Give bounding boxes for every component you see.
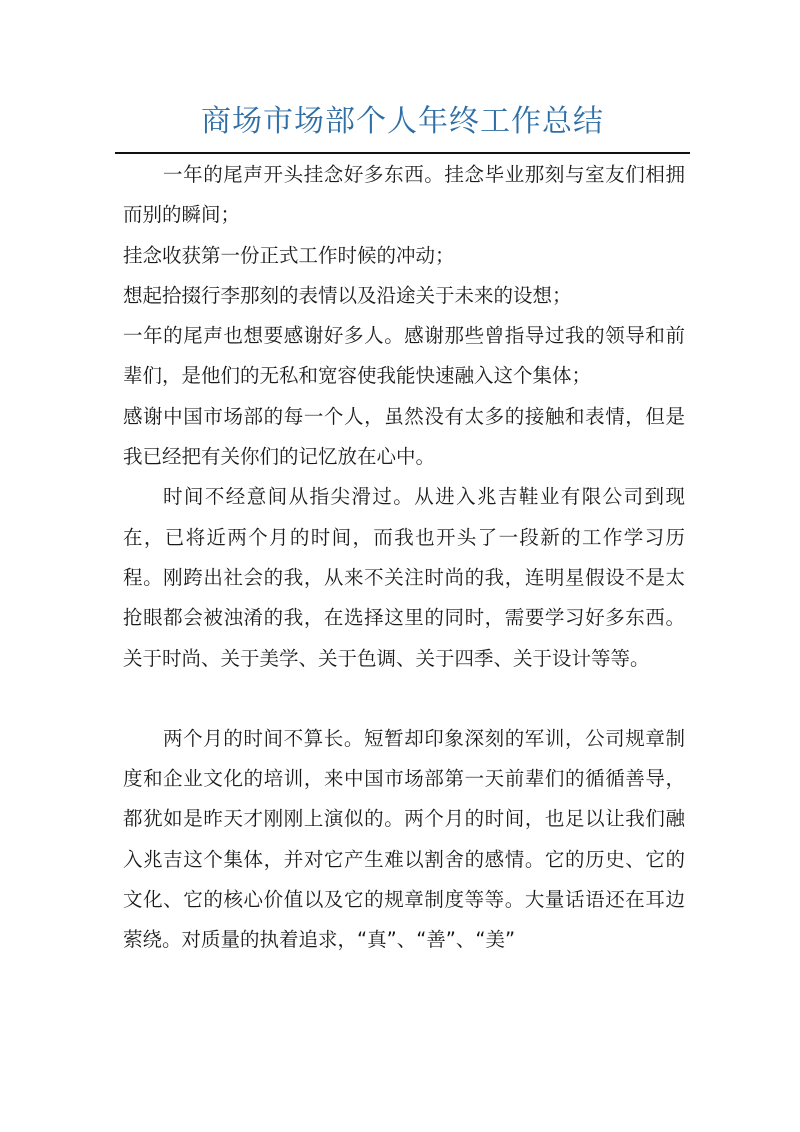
paragraph-5: 感谢中国市场部的每一个人，虽然没有太多的接触和表情，但是我已经把有关你们的记忆放在心中。 (123, 404, 685, 469)
document-title: 商场市场部个人年终工作总结 (201, 104, 604, 139)
document-body (123, 155, 685, 961)
paragraph-1: 一年的尾声开头挂念好多东西。挂念毕业那刻与室友们相拥而别的瞬间； (123, 163, 685, 227)
paragraph-4: 一年的尾声也想要感谢好多人。感谢那些曾指导过我的领导和前辈们，是他们的无私和宽容使我能快速融入这个集体； (123, 324, 685, 388)
paragraph-3: 想起拾掇行李那刻的表情以及沿途关于未来的设想； (123, 283, 572, 307)
paragraph-2: 挂念收获第一份正式工作时候的冲动； (123, 243, 455, 267)
paragraph-7: 两个月的时间不算长。短暂却印象深刻的军训，公司规章制度和企业文化的培训，来中国市场部第一天前辈们的循循善导，都犹如是昨天才刚刚上演似的。两个月的时间，也足以让我们融入兆吉这个集体，并对它产生难以割舍的感情。它的历史、它的文化、它的核心价值以及它的规章制度等等。大量话语还在耳边萦绕。对质量的执着追求，“真”、“善”、“美” (123, 726, 685, 952)
title-divider (115, 152, 690, 154)
paragraph-6: 时间不经意间从指尖滑过。从进入兆吉鞋业有限公司到现在，已将近两个月的时间，而我也开头了一段新的工作学习历程。刚跨出社会的我，从来不关注时尚的我，连明星假设不是太抢眼都会被浊淆的我，在选择这里的同时，需要学习好多东西。关于时尚、关于美学、关于色调、关于四季、关于设计等等。 (123, 485, 685, 670)
paragraph-spacer (123, 679, 685, 719)
